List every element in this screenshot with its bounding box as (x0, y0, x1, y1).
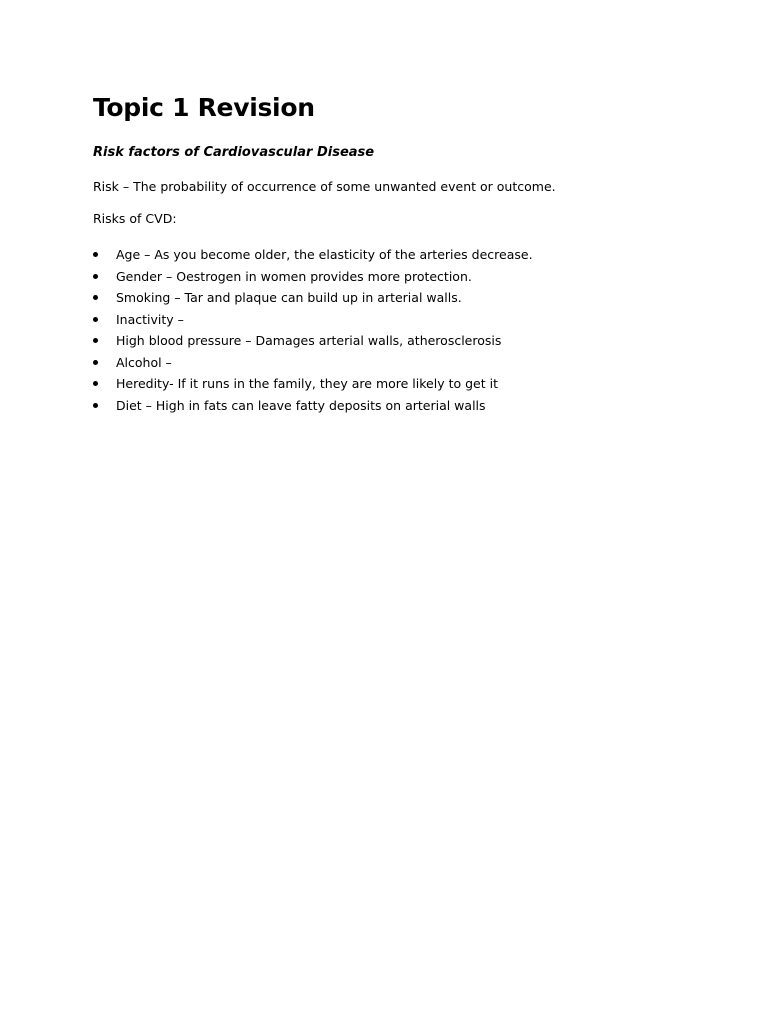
bullet-icon (93, 317, 98, 322)
risk-factor-list (93, 244, 693, 416)
bullet-icon (93, 360, 98, 365)
bullet-icon (93, 338, 98, 343)
section-subtitle: Risk factors of Cardiovascular Disease (93, 145, 375, 160)
list-item (93, 309, 693, 331)
list-item-text: Diet – High in fats can leave fatty deposits on arterial walls (116, 397, 486, 413)
list-item (93, 395, 693, 417)
bullet-icon (93, 274, 98, 279)
page-title: Topic 1 Revision (93, 93, 315, 122)
bullet-icon (93, 403, 98, 408)
list-item (93, 352, 693, 374)
list-item (93, 330, 693, 352)
list-item-text: Alcohol – (116, 354, 172, 370)
bullet-icon (93, 381, 98, 386)
list-item-text: Heredity- If it runs in the family, they are more likely to get it (116, 376, 498, 391)
list-item-text: Smoking – Tar and plaque can build up in arterial walls. (116, 290, 462, 305)
list-item (93, 244, 693, 266)
list-item-text: Gender – Oestrogen in women provides more protection. (116, 268, 472, 284)
bullet-icon (93, 252, 98, 257)
risks-heading: Risks of CVD: (93, 211, 177, 226)
list-item (93, 266, 693, 288)
list-item-text: Age – As you become older, the elasticity of the arteries decrease. (116, 247, 533, 262)
list-item-text: High blood pressure – Damages arterial walls, atherosclerosis (116, 333, 502, 348)
list-item (93, 287, 693, 309)
list-item-text: Inactivity – (116, 311, 184, 327)
list-item (93, 373, 693, 395)
risk-definition: Risk – The probability of occurrence of some unwanted event or outcome. (93, 179, 556, 194)
bullet-icon (93, 295, 98, 300)
document-content (93, 90, 693, 416)
